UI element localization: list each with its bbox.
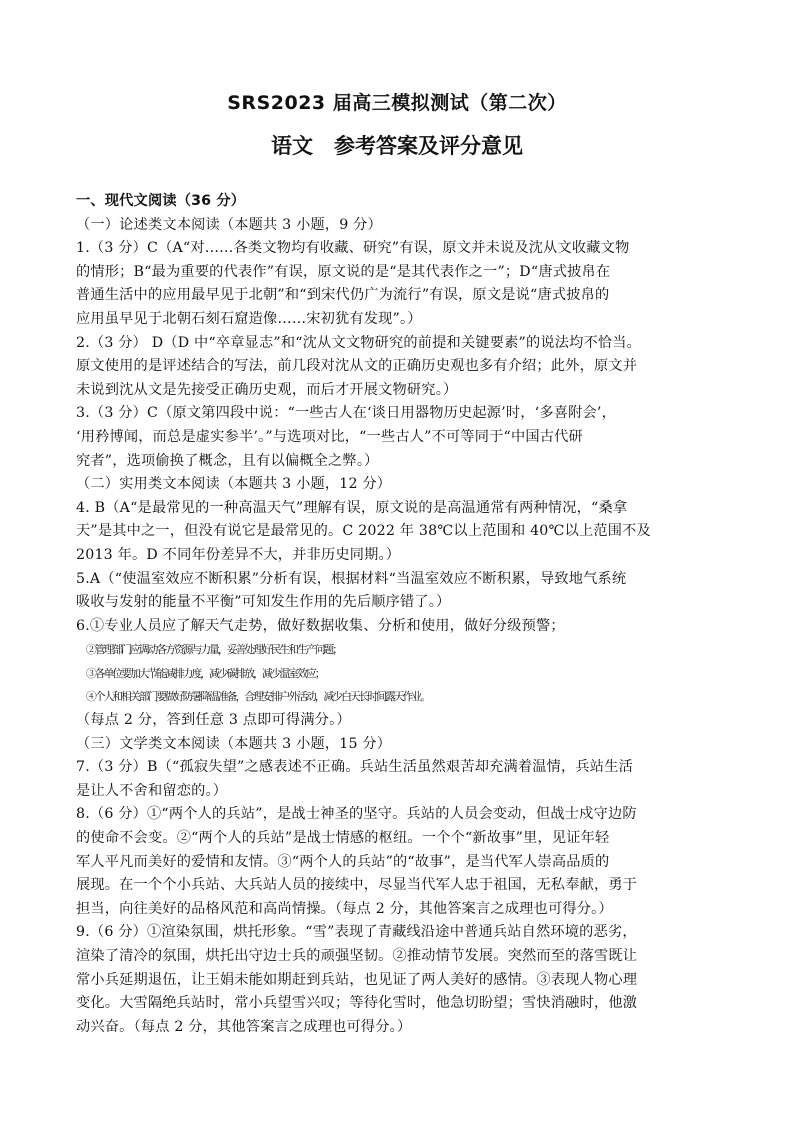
answer-content	[76, 190, 720, 1039]
answer-line: 普通生活中的应用最早见于北朝”和“到宋代仍广为流行”有误，原文是说“唐式披帛的	[76, 287, 610, 304]
document-subtitle: 语文 参考答案及评分意见	[271, 134, 523, 158]
answer-line: ③各单位要加大节能减排力度，减少碳排放，减少温室效应；	[86, 666, 324, 680]
answer-line: 原文使用的是评述结合的写法，前几段对沈从文的正确历史观也多有介绍；此外，原文并	[76, 358, 638, 375]
answer-line: 未说到沈从文是先接受正确历史观，而后才开展文物研究。）	[76, 381, 458, 398]
answer-line: 天”是其中之一，但没有说它是最常见的。C 2022 年 38℃以上范围和 40℃以上范围不及	[76, 523, 651, 540]
answer-line: 的使命不会变。②“两个人的兵站”是战士情感的枢纽。一个个“新故事”里，见证年轻	[76, 830, 610, 847]
subsection-heading: （一）论述类文本阅读（本题共 3 小题，9 分）	[76, 216, 382, 233]
answer-line: 是让人不舍和留恋的。）	[76, 782, 228, 799]
answer-line: 3.（3 分）C（原文第四段中说：“一些古人在‘谈日用器物历史起源’时，‘多喜附会’，	[76, 405, 617, 422]
answer-line: 6.①专业人员应了解天气走势，做好数据收集、分析和使用，做好分级预警；	[76, 617, 565, 634]
subsection-heading: （三）文学类文本阅读（本题共 3 小题，15 分）	[76, 735, 392, 752]
answer-line: ④个人和相关部门要做好防暑降温准备，合理安排户外活动，减少白天长时间露天作业。	[86, 690, 430, 704]
answer-line: 究者”，选项偷换了概念，且有以偏概全之弊。）	[76, 452, 379, 469]
answer-line: 8.（6 分）①“两个人的兵站”，是战士神圣的坚守。兵站的人员会变动，但战士戍守边防	[76, 806, 637, 823]
answer-line: ②管理部门应调动各方资源与力量，妥善处理好民生和生产问题；	[86, 643, 342, 657]
answer-line: 吸收与发射的能量不平衡”可知发生作用的先后顺序错了。）	[76, 594, 451, 611]
answer-line: 5.A（“使温室效应不断积累”分析有误，根据材料“当温室效应不断积累，导致地气系统	[76, 570, 627, 587]
answer-line: （每点 2 分，答到任意 3 点即可得满分。）	[76, 712, 351, 729]
subsection-heading: （二）实用类文本阅读（本题共 3 小题，12 分）	[76, 476, 392, 493]
answer-line: 应用虽早见于北朝石刻石窟造像……宋初犹有发现”。）	[76, 310, 422, 327]
answer-line: 2013 年。D 不同年份差异不大，并非历史同期。）	[76, 546, 401, 563]
answer-line: 军人平凡而美好的爱情和友情。③“两个人的兵站”的“故事”，是当代军人崇高品质的	[76, 853, 610, 870]
section-heading: 一、现代文阅读（36 分）	[76, 193, 246, 209]
answer-line: 7.（3 分）B（“孤寂失望”之感表述不正确。兵站生活虽然艰苦却充满着温情，兵站生活	[76, 759, 633, 776]
answer-line: 渲染了清冷的氛围，烘托出守边士兵的顽强坚韧。②推动情节发展。突然而至的落雪既让	[76, 948, 638, 964]
answer-line: 常小兵延期退伍，让王娟未能如期赶到兵站，也见证了两人美好的感情。③表现人物心理	[76, 971, 638, 988]
answer-line: 担当，向往美好的品格风范和高尚情操。（每点 2 分，其他答案言之成理也可得分。）	[76, 900, 613, 917]
answer-line: 变化。大雪隔绝兵站时，常小兵望雪兴叹；等待化雪时，他急切盼望；雪快消融时，他激	[76, 995, 638, 1012]
answer-line: 9.（6 分）①渲染氛围，烘托形象。“雪”表现了青藏线沿途中普通兵站自然环境的恶劣，	[76, 924, 637, 941]
answer-line: 4. B（A“是最常见的一种高温天气”理解有误，原文说的是高温通常有两种情况，“桑拿	[76, 499, 628, 516]
answer-line: 展现。在一个个小兵站、大兵站人员的接续中，尽显当代军人忠于祖国，无私奉献，勇于	[76, 877, 638, 894]
document-title: SRS2023 届高三模拟测试（第二次）	[227, 92, 567, 114]
answer-line: 动兴奋。（每点 2 分，其他答案言之成理也可得分。）	[76, 1018, 412, 1035]
answer-line: 的情形；B“最为重要的代表作”有误，原文说的是“是其代表作之一”；D“唐式披帛在	[76, 263, 611, 280]
answer-line: ‘用矜博闻，而总是虚实参半’。”与选项对比，“一些古人”不可等同于“中国古代研	[76, 428, 583, 445]
answer-line: 1.（3 分）C（A“对……各类文物均有收藏、研究”有误，原文并未说及沈从文收藏文物	[76, 240, 630, 257]
answer-line: 2.（3 分） D（D 中“卒章显志”和“沈从文文物研究的前提和关键要素”的说法均不恰当。	[76, 334, 642, 351]
